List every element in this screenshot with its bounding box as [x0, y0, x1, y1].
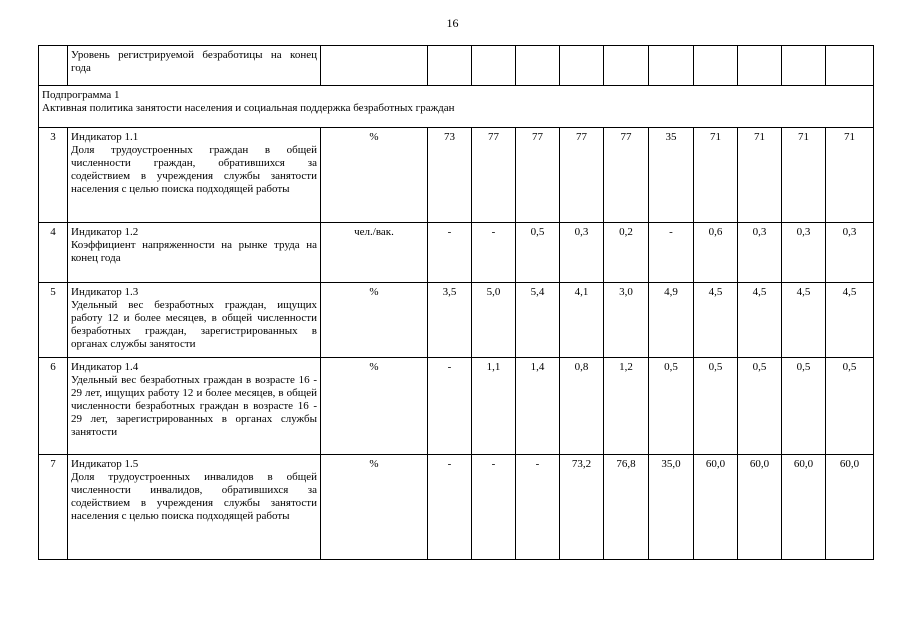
value-cell: 0,8: [560, 358, 604, 455]
value-cell: 0,5: [694, 358, 738, 455]
table-row: [39, 455, 874, 560]
indicator-description: [68, 358, 321, 455]
unit-cell: %: [321, 128, 428, 223]
indicator-description: [68, 455, 321, 560]
value-cell: 0,5: [826, 358, 874, 455]
row-number-cell: 3: [39, 128, 68, 223]
value-cell: 0,3: [826, 223, 874, 283]
value-cell: 1,2: [604, 358, 649, 455]
indicator-label: Индикатор 1.2: [71, 226, 139, 238]
description-text: Доля трудоустроенных граждан в общей численности граждан, обратившихся за содействием в учреждения службы занятости населения с целью поиска подходящей работы: [71, 144, 317, 196]
value-cell: [649, 46, 694, 86]
unit-cell: %: [321, 283, 428, 358]
value-cell: 71: [782, 128, 826, 223]
value-cell: 1,4: [516, 358, 560, 455]
row-number-cell: [39, 46, 68, 86]
value-cell: 60,0: [738, 455, 782, 560]
table-row: [39, 128, 874, 223]
description-text: Доля трудоустроенных инвалидов в общей численности инвалидов, обратившихся за содействием в учреждения службы занятости населения с целью поиска подходящей работы: [71, 471, 317, 523]
value-cell: 73: [428, 128, 472, 223]
description-text: Удельный вес безработных граждан, ищущих работу 12 и более месяцев, в общей численности безработных граждан, зарегистрированных в органах службы занятости: [71, 299, 317, 351]
value-cell: 0,5: [516, 223, 560, 283]
indicator-description: [68, 283, 321, 358]
value-cell: 71: [826, 128, 874, 223]
row-number-cell: 6: [39, 358, 68, 455]
value-cell: 60,0: [826, 455, 874, 560]
value-cell: [472, 46, 516, 86]
value-cell: 77: [516, 128, 560, 223]
value-cell: 76,8: [604, 455, 649, 560]
table-row: [39, 283, 874, 358]
value-cell: 3,5: [428, 283, 472, 358]
value-cell: 0,5: [738, 358, 782, 455]
value-cell: -: [428, 455, 472, 560]
value-cell: 71: [738, 128, 782, 223]
description-text: Коэффициент напряженности на рынке труда на конец года: [71, 239, 317, 265]
value-cell: -: [649, 223, 694, 283]
value-cell: [694, 46, 738, 86]
value-cell: -: [472, 223, 516, 283]
value-cell: 4,5: [694, 283, 738, 358]
description-text: Уровень регистрируемой безработицы на конец года: [71, 49, 317, 75]
indicator-label: Индикатор 1.5: [71, 458, 139, 470]
value-cell: 3,0: [604, 283, 649, 358]
value-cell: 0,6: [694, 223, 738, 283]
value-cell: 5,4: [516, 283, 560, 358]
indicator-description: [68, 46, 321, 86]
value-cell: [782, 46, 826, 86]
indicator-label: Индикатор 1.1: [71, 131, 139, 143]
value-cell: 35: [649, 128, 694, 223]
indicator-label: Индикатор 1.3: [71, 286, 139, 298]
value-cell: 5,0: [472, 283, 516, 358]
value-cell: -: [516, 455, 560, 560]
value-cell: 60,0: [694, 455, 738, 560]
subprogram-cell: [39, 86, 874, 128]
value-cell: 77: [560, 128, 604, 223]
value-cell: 4,5: [738, 283, 782, 358]
value-cell: 35,0: [649, 455, 694, 560]
indicator-description: [68, 223, 321, 283]
value-cell: -: [428, 223, 472, 283]
value-cell: 73,2: [560, 455, 604, 560]
value-cell: [826, 46, 874, 86]
value-cell: 0,3: [738, 223, 782, 283]
value-cell: [604, 46, 649, 86]
unit-cell: чел./вак.: [321, 223, 428, 283]
value-cell: 4,1: [560, 283, 604, 358]
unit-cell: %: [321, 358, 428, 455]
value-cell: 0,2: [604, 223, 649, 283]
row-number-cell: 5: [39, 283, 68, 358]
indicator-label: Индикатор 1.4: [71, 361, 139, 373]
subprogram-name: Активная политика занятости населения и социальная поддержка безработных граждан: [42, 102, 455, 115]
value-cell: 60,0: [782, 455, 826, 560]
value-cell: 4,5: [782, 283, 826, 358]
value-cell: -: [472, 455, 516, 560]
value-cell: 77: [604, 128, 649, 223]
subprogram-row: [39, 86, 874, 128]
value-cell: [428, 46, 472, 86]
row-number-cell: 4: [39, 223, 68, 283]
indicators-table: [38, 45, 874, 560]
table-row: [39, 223, 874, 283]
value-cell: 0,3: [782, 223, 826, 283]
value-cell: 71: [694, 128, 738, 223]
unit-cell: %: [321, 455, 428, 560]
subprogram-title: Подпрограмма 1: [42, 89, 120, 101]
value-cell: 4,9: [649, 283, 694, 358]
value-cell: 0,3: [560, 223, 604, 283]
value-cell: 0,5: [649, 358, 694, 455]
indicator-description: [68, 128, 321, 223]
value-cell: 4,5: [826, 283, 874, 358]
value-cell: [738, 46, 782, 86]
value-cell: -: [428, 358, 472, 455]
row-number-cell: 7: [39, 455, 68, 560]
value-cell: [560, 46, 604, 86]
table-row: [39, 46, 874, 86]
value-cell: [516, 46, 560, 86]
value-cell: 1,1: [472, 358, 516, 455]
value-cell: 77: [472, 128, 516, 223]
description-text: Удельный вес безработных граждан в возрасте 16 - 29 лет, ищущих работу 12 и более месяцев, в общей численности безработных граждан в возрасте 16 - 29 лет, зарегистрированных в органах службы занятости: [71, 374, 317, 439]
value-cell: 0,5: [782, 358, 826, 455]
unit-cell: [321, 46, 428, 86]
page-number: 16: [446, 16, 459, 30]
table-row: [39, 358, 874, 455]
